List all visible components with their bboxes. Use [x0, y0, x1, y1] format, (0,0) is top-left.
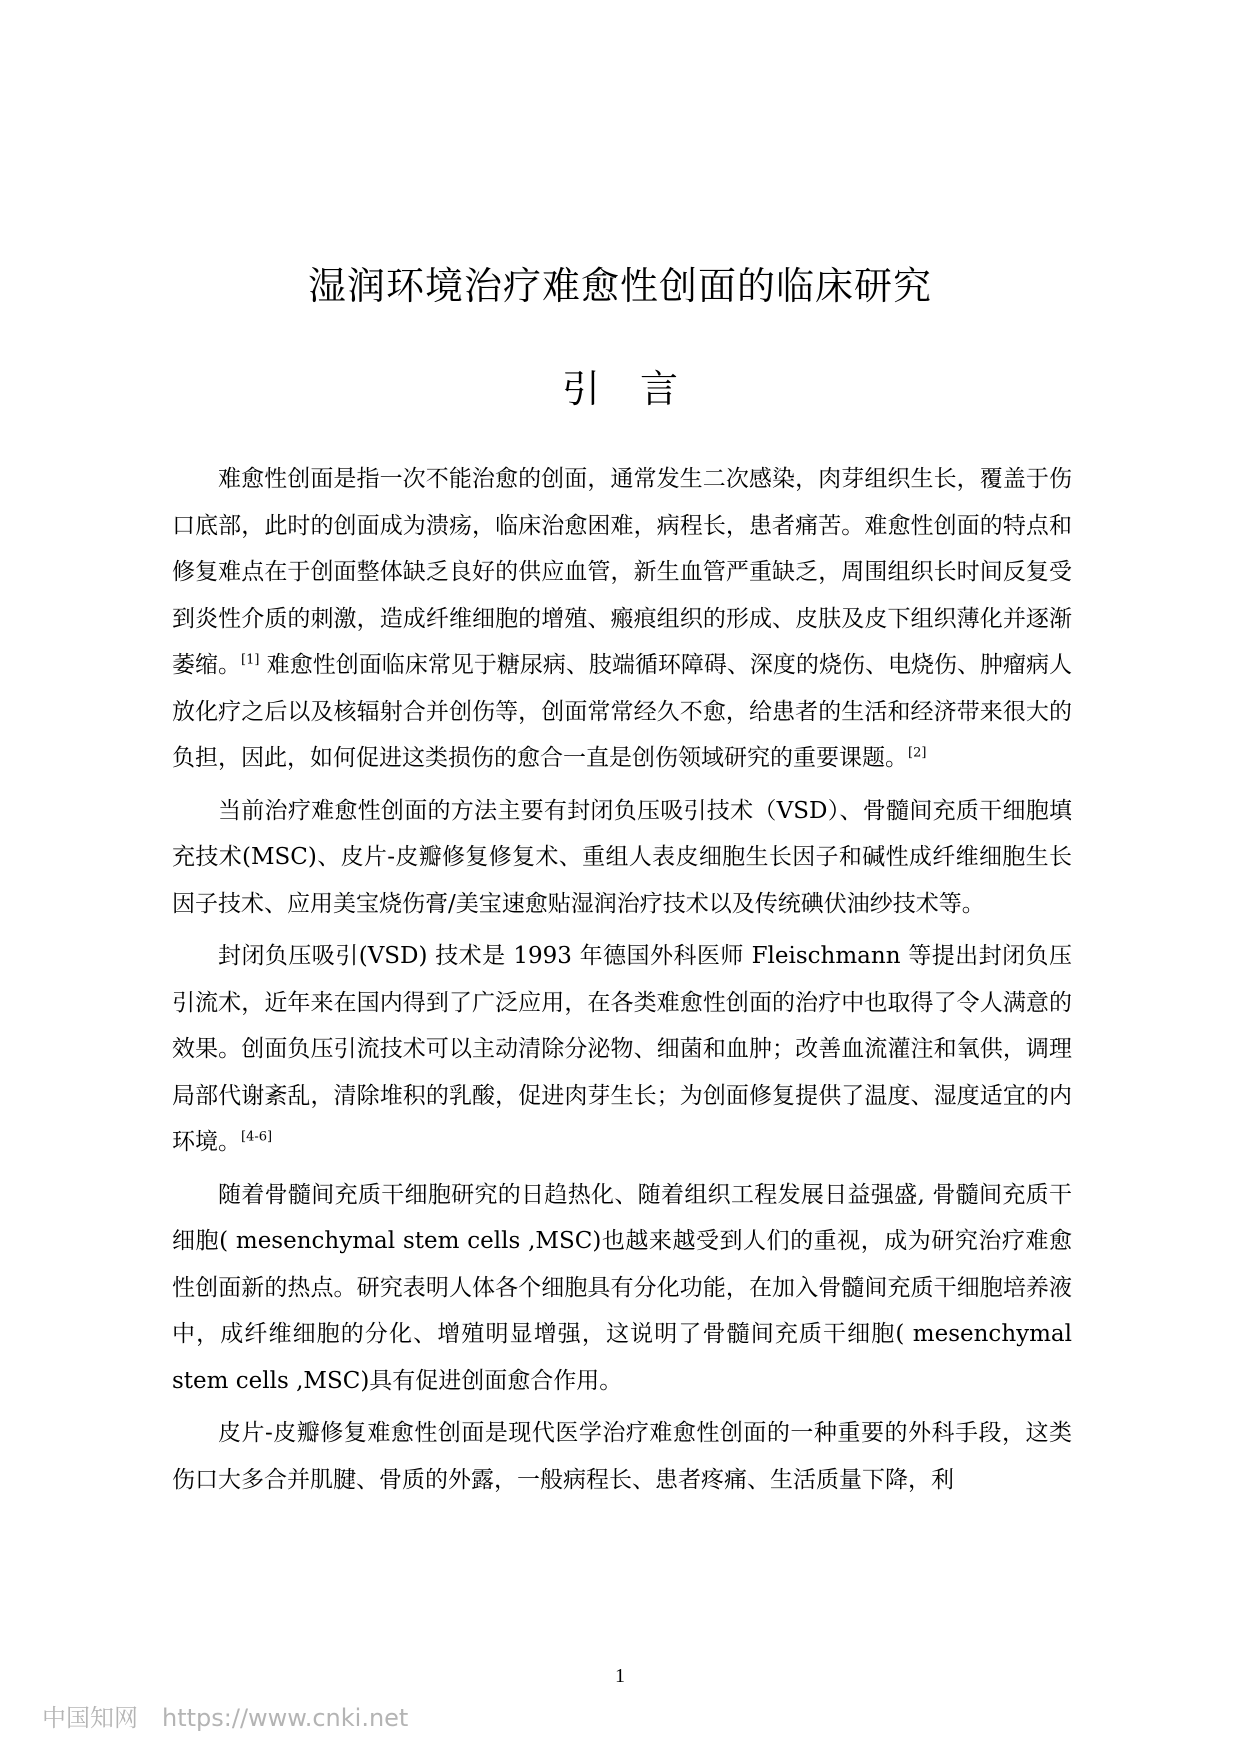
- paragraph-text: 难愈性创面是指一次不能治愈的创面，通常发生二次感染，肉芽组织生长，覆盖于伤口底部，此时的创面成为溃疡，临床治愈困难，病程长，患者痛苦。难愈性创面的特点和修复难点在于创面整体缺乏良好的供应血管，新生血管严重缺乏，周围组织长时间反复受到炎性介质的刺激，造成纤维细胞的增殖、瘢痕组织的形成、皮肤及皮下组织薄化并逐渐萎缩。: [172, 466, 1072, 678]
- page-number: 1: [615, 1665, 625, 1687]
- section-heading-introduction: 引言: [561, 367, 718, 411]
- citation-reference: [4-6]: [241, 1129, 273, 1145]
- paragraph: [172, 456, 1072, 782]
- body-text: [172, 456, 1072, 1509]
- paper-title: 湿润环境治疗难愈性创面的临床研究: [307, 264, 932, 308]
- citation-reference: [1]: [241, 652, 260, 668]
- citation-reference: [2]: [908, 745, 927, 761]
- paragraph-text: 当前治疗难愈性创面的方法主要有封闭负压吸引技术（VSD）、骨髓间充质干细胞填充技术(MSC)、皮片-皮瓣修复修复术、重组人表皮细胞生长因子和碱性成纤维细胞生长因子技术、应用美宝烧伤膏/美宝速愈贴湿润治疗技术以及传统碘伏油纱技术等。: [172, 797, 1072, 917]
- paragraph: [172, 1410, 1072, 1503]
- watermark-brand: 中国知网: [42, 1704, 138, 1732]
- watermark: [42, 1698, 408, 1733]
- paragraph: [172, 933, 1072, 1166]
- paragraph-text: 随着骨髓间充质干细胞研究的日趋热化、随着组织工程发展日益强盛, 骨髓间充质干细胞( mesenchymal stem cells ,MSC)也越来越受到人们的重视，成为研究治疗难愈性创面新的热点。研究表明人体各个细胞具有分化功能，在加入骨髓间充质干细胞培养液中，成纤维细胞的分化、增殖明显增强，这说明了骨髓间充质干细胞( mesenchymal stem cells ,MSC)具有促进创面愈合作用。: [172, 1181, 1072, 1394]
- paragraph-text: 难愈性创面临床常见于糖尿病、肢端循环障碍、深度的烧伤、电烧伤、肿瘤病人放化疗之后以及核辐射合并创伤等，创面常常经久不愈，给患者的生活和经济带来很大的负担，因此，如何促进这类损伤的愈合一直是创伤领域研究的重要课题。: [172, 652, 1073, 771]
- paragraph-text: 封闭负压吸引(VSD) 技术是 1993 年德国外科医师 Fleischmann 等提出封闭负压引流术，近年来在国内得到了广泛应用，在各类难愈性创面的治疗中也取得了令人满意的效果。创面负压引流技术可以主动清除分泌物、细菌和血肿；改善血流灌注和氧供，调理局部代谢紊乱，清除堆积的乳酸，促进肉芽生长；为创面修复提供了温度、湿度适宜的内环境。: [172, 943, 1072, 1155]
- watermark-url: https://www.cnki.net: [162, 1704, 409, 1732]
- paragraph-text: 皮片-皮瓣修复难愈性创面是现代医学治疗难愈性创面的一种重要的外科手段，这类伤口大多合并肌腱、骨质的外露，一般病程长、患者疼痛、生活质量下降，利: [172, 1420, 1072, 1493]
- paragraph: [172, 788, 1072, 928]
- paragraph: [172, 1172, 1072, 1405]
